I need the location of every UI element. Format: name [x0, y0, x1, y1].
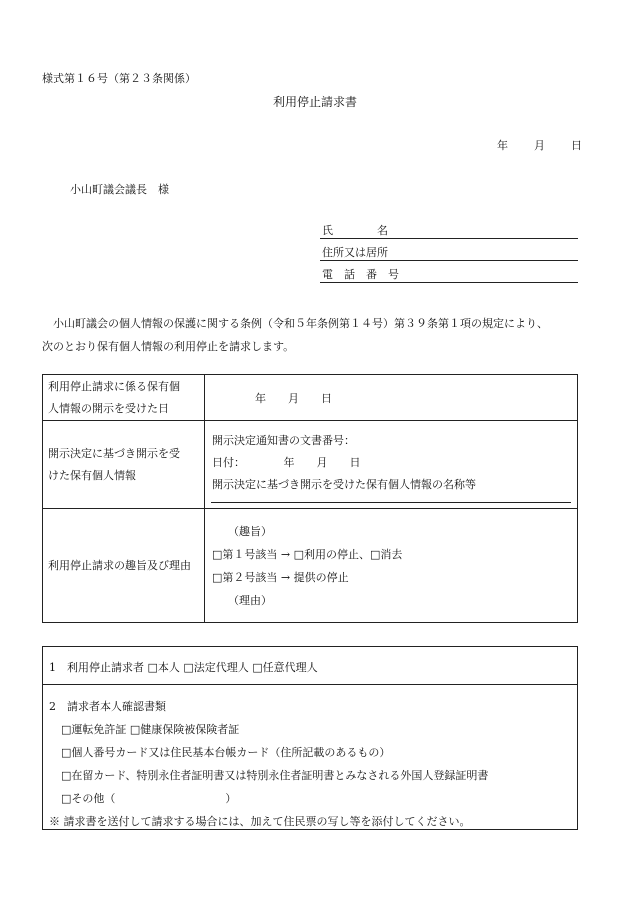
phone-field[interactable]: [320, 266, 578, 283]
label-line: けた保有個人情報: [48, 468, 136, 482]
intro-paragraph: [42, 312, 587, 358]
label-line: 利用停止請求に係る保有個: [48, 379, 180, 393]
day-label: 日: [571, 139, 582, 152]
name-field[interactable]: [320, 222, 578, 239]
intro-line-2: 次のとおり保有個人情報の利用停止を請求します。: [42, 340, 295, 353]
notice-number-label: 開示決定通知書の文書番号：: [212, 434, 355, 447]
purpose-heading: （趣旨）: [228, 524, 272, 538]
requester-box: [42, 646, 578, 830]
label-line: 開示決定に基づき開示を受: [48, 446, 180, 460]
box-divider: [43, 684, 577, 685]
disclosure-date-value: 年 月 日: [255, 391, 332, 405]
request-date: [497, 137, 582, 153]
document-title: 利用停止請求書: [272, 95, 357, 109]
purpose-item-1[interactable]: □第１号該当 → □利用の停止、□消去: [212, 547, 403, 561]
disclosed-info-label: [43, 421, 205, 509]
addressee: 小山町議会議長 様: [70, 183, 169, 196]
request-table: [42, 374, 578, 623]
form-number: 様式第１６号（第２３条関係）: [42, 72, 196, 85]
disclosed-info-cell[interactable]: [205, 421, 578, 509]
disclosure-date-cell[interactable]: [205, 375, 578, 421]
id-document-item[interactable]: □運転免許証 □健康保険被保険者証: [61, 723, 240, 736]
id-document-item[interactable]: □その他（ ）: [61, 792, 237, 805]
month-label: 月: [534, 139, 545, 152]
purpose-label: 利用停止請求の趣旨及び理由: [43, 509, 205, 623]
disclosure-date-label: [43, 375, 205, 421]
mailing-note: ※ 請求書を送付して請求する場合には、加えて住民票の写し等を添付してください。: [49, 815, 471, 828]
table-row-disclosure-date: [43, 375, 578, 421]
intro-line-1: 小山町議会の個人情報の保護に関する条例（令和５年条例第１４号）第３９条第１項の規定により、: [42, 317, 548, 330]
year-label: 年: [497, 139, 508, 152]
purpose-item-2[interactable]: □第２号該当 → 提供の停止: [212, 570, 349, 584]
table-row-purpose: [43, 509, 578, 623]
label-line: 人情報の開示を受けた日: [48, 401, 169, 415]
requester-type[interactable]: 1 利用停止請求者 □本人 □法定代理人 □任意代理人: [49, 661, 318, 674]
info-name-label: 開示決定に基づき開示を受けた保有個人情報の名称等: [212, 478, 476, 491]
info-name-underline: [211, 502, 571, 503]
address-field[interactable]: [320, 244, 578, 261]
purpose-cell[interactable]: [205, 509, 578, 623]
phone-label: 電 話 番 号: [322, 268, 399, 281]
id-document-item[interactable]: □個人番号カード又は住民基本台帳カード（住所記載のあるもの）: [61, 746, 391, 759]
notice-date-label: 日付： 年 月 日: [212, 456, 361, 469]
address-label: 住所又は居所: [322, 246, 388, 259]
id-document-item[interactable]: □在留カード、特別永住者証明書又は特別永住者証明書とみなされる外国人登録証明書: [61, 769, 489, 782]
table-row-disclosed-info: [43, 421, 578, 509]
name-label: 氏 名: [322, 224, 388, 237]
reason-heading: （理由）: [228, 593, 272, 607]
id-documents-heading: 2 請求者本人確認書類: [49, 700, 166, 713]
